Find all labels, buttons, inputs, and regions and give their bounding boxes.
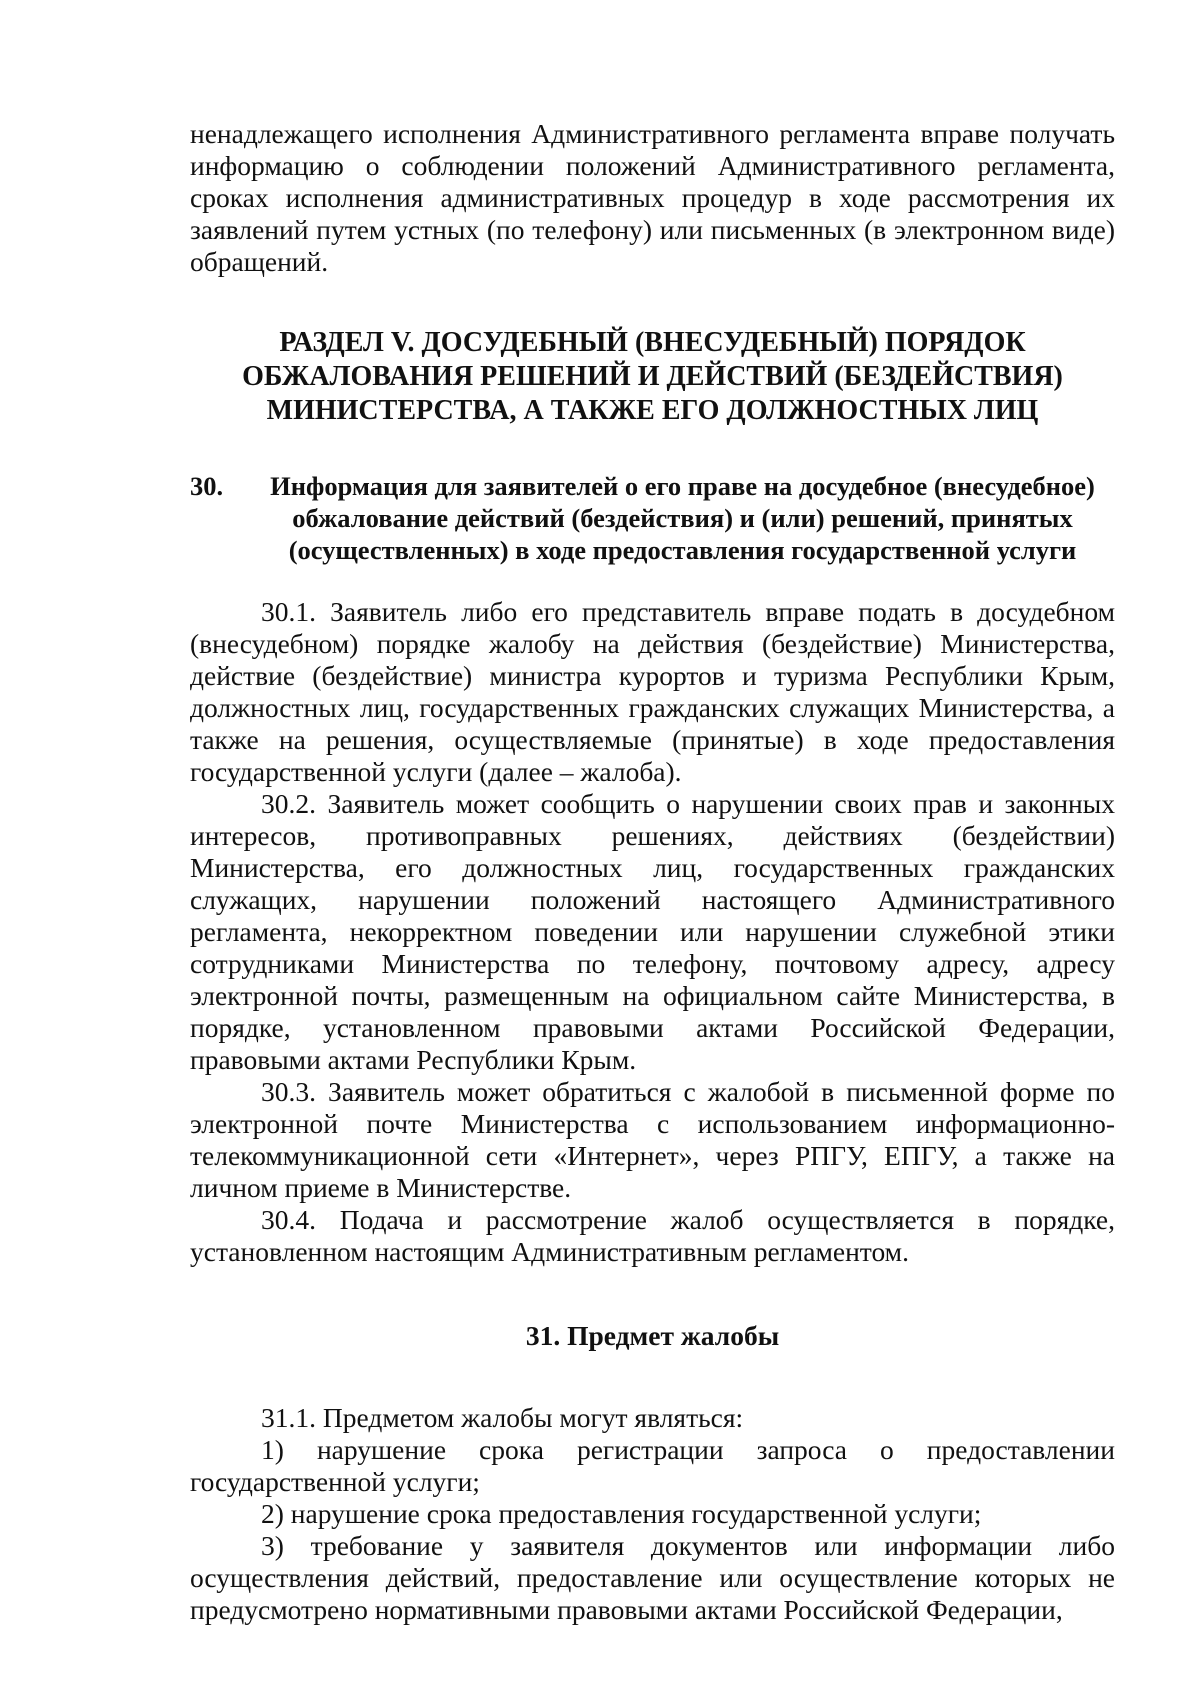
section-v-line-2: ОБЖАЛОВАНИЯ РЕШЕНИЙ И ДЕЙСТВИЙ (БЕЗДЕЙСТВИЯ) xyxy=(242,361,1063,392)
paragraph-30-2: 30.2. Заявитель может сообщить о нарушении своих прав и законных интересов, противоправных решениях, действиях (бездействии) Министерства, его должностных лиц, государственных гражданских служащих, нарушении положений настоящего Административного регламента, некорректном поведении или нарушении служебной этики сотрудниками Министерства по телефону, почтовому адресу, адресу электронной почты, размещенным на официальном сайте Министерства, в порядке, установленном правовыми актами Российской Федерации, правовыми актами Республики Крым. xyxy=(190,788,1115,1075)
paragraph-31-1: 31.1. Предметом жалобы могут являться: xyxy=(261,1402,744,1433)
section-v-line-3: МИНИСТЕРСТВА, А ТАКЖЕ ЕГО ДОЛЖНОСТНЫХ ЛИЦ xyxy=(266,395,1039,426)
heading-30-title xyxy=(250,470,1115,566)
heading-31: 31. Предмет жалобы xyxy=(525,1320,780,1351)
document-body xyxy=(190,118,1115,1626)
paragraph-30-1: 30.1. Заявитель либо его представитель вправе подать в досудебном (внесудебном) порядке жалобу на действия (бездействие) Министерства, действие (бездействие) министра курортов и туризма Республики Крым, должностных лиц, государственных гражданских служащих Министерства, а также на решения, осуществляемые (принятые) в ходе предоставления государственной услуги (далее – жалоба). xyxy=(190,596,1115,787)
paragraph-30-3: 30.3. Заявитель может обратиться с жалобой в письменной форме по электронной почте Министерства с использованием информационно-телекоммуникационной сети «Интернет», через РПГУ, ЕПГУ, а также на личном приеме в Министерстве. xyxy=(190,1076,1115,1203)
heading-30-line-2: обжалование действий (бездействия) и (или) решений, принятых xyxy=(292,503,1073,533)
list-item-2: 2) нарушение срока предоставления государственной услуги; xyxy=(261,1498,982,1529)
section-v-heading xyxy=(190,326,1115,428)
list-item-3: 3) требование у заявителя документов или информации либо осуществления действий, предоставление или осуществление которых не предусмотрено нормативными правовыми актами Российской Федерации, xyxy=(190,1530,1115,1625)
heading-30 xyxy=(190,470,1115,566)
list-item-1: 1) нарушение срока регистрации запроса о предоставлении государственной услуги; xyxy=(190,1434,1115,1497)
section-v-line-1: РАЗДЕЛ V. ДОСУДЕБНЫЙ (ВНЕСУДЕБНЫЙ) ПОРЯДОК xyxy=(279,327,1026,358)
intro-paragraph: ненадлежащего исполнения Административного регламента вправе получать информацию о соблюдении положений Административного регламента, сроках исполнения административных процедур в ходе рассмотрения их заявлений путем устных (по телефону) или письменных (в электронном виде) обращений. xyxy=(190,118,1115,277)
paragraph-30-4: 30.4. Подача и рассмотрение жалоб осуществляется в порядке, установленном настоящим Административным регламентом. xyxy=(190,1204,1115,1267)
heading-30-number: 30. xyxy=(190,471,224,501)
heading-30-line-3: (осуществленных) в ходе предоставления государственной услуги xyxy=(288,535,1077,565)
heading-30-line-1: Информация для заявителей о его праве на досудебное (внесудебное) xyxy=(270,471,1095,501)
